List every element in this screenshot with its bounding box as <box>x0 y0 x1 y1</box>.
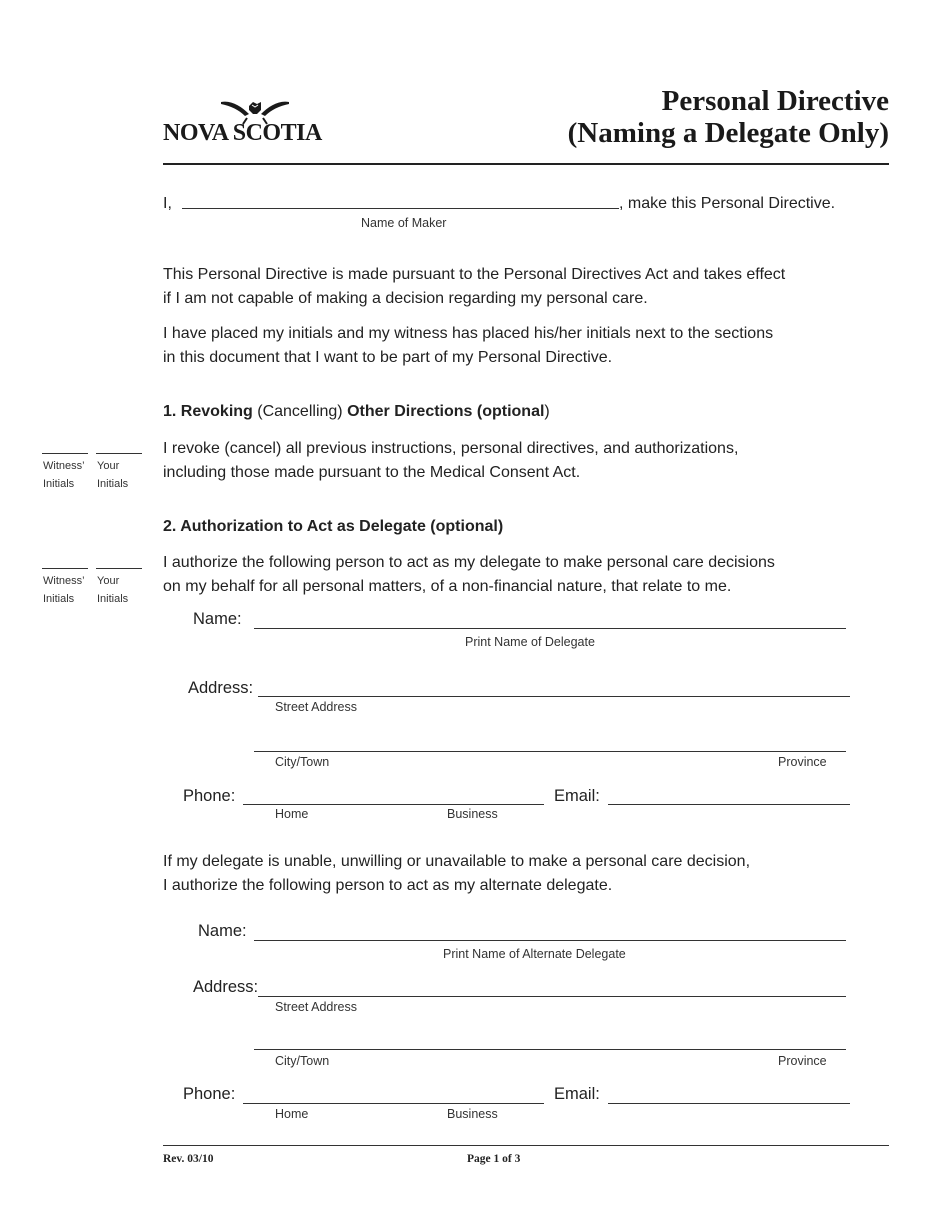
maker-caption: Name of Maker <box>361 216 447 230</box>
alternate-email-field[interactable] <box>608 1103 850 1104</box>
maker-prefix: I, <box>163 195 172 212</box>
alternate-address-label: Address: <box>193 978 259 996</box>
section2-line2: on my behalf for all personal matters, of a non-financial nature, that relate to me. <box>163 578 732 595</box>
footer-revision: Rev. 03/10 <box>163 1153 214 1165</box>
section2-your-initials-field[interactable] <box>96 568 142 569</box>
footer-page-number: Page 1 of 3 <box>467 1153 521 1165</box>
delegate-address-label: Address: <box>188 679 254 697</box>
logo-text: NOVA SCOTIA <box>163 120 322 146</box>
document-subtitle: (Naming a Delegate Only) <box>567 117 889 149</box>
delegate-street-caption: Street Address <box>275 700 357 714</box>
delegate-business-caption: Business <box>447 807 498 821</box>
footer-divider <box>163 1145 889 1146</box>
alternate-phone-label: Phone: <box>183 1085 236 1103</box>
intro-para2-line1: I have placed my initials and my witness has placed his/her initials next to the sections <box>163 325 774 342</box>
alternate-name-label: Name: <box>198 922 247 940</box>
alternate-home-caption: Home <box>275 1107 309 1121</box>
section2-your-label: Your Initials <box>97 575 129 605</box>
section2-witness-label: Witness’ Initials <box>43 575 85 605</box>
section1-heading: 1. Revoking (Cancelling) Other Directions (optional) <box>163 403 550 420</box>
intro-para2-line2: in this document that I want to be part of my Personal Directive. <box>163 349 613 366</box>
delegate-email-label: Email: <box>554 787 600 805</box>
alternate-city-field[interactable] <box>254 1049 846 1050</box>
header-divider <box>163 163 889 165</box>
delegate-phone-label: Phone: <box>183 787 236 805</box>
delegate-street-field[interactable] <box>258 696 850 697</box>
alternate-street-caption: Street Address <box>275 1000 357 1014</box>
intro-para1-line1: This Personal Directive is made pursuant to the Personal Directives Act and takes effect <box>163 266 786 283</box>
nova-scotia-logo <box>163 98 343 148</box>
alternate-city-caption: City/Town <box>275 1054 330 1068</box>
intro-para1-line2: if I am not capable of making a decision regarding my personal care. <box>163 290 648 307</box>
delegate-home-caption: Home <box>275 807 309 821</box>
maker-suffix: , make this Personal Directive. <box>619 195 836 212</box>
section1-witness-label: Witness’ Initials <box>43 460 85 490</box>
alternate-name-field[interactable] <box>254 940 846 941</box>
alternate-name-caption: Print Name of Alternate Delegate <box>443 947 626 961</box>
delegate-email-field[interactable] <box>608 804 850 805</box>
alternate-intro-line2: I authorize the following person to act as my alternate delegate. <box>163 877 613 894</box>
alternate-province-caption: Province <box>778 1054 827 1068</box>
section1-line2: including those made pursuant to the Medical Consent Act. <box>163 464 581 481</box>
alternate-email-label: Email: <box>554 1085 600 1103</box>
document-title: Personal Directive <box>661 85 889 117</box>
alternate-business-caption: Business <box>447 1107 498 1121</box>
delegate-name-label: Name: <box>193 610 242 628</box>
section2-line1: I authorize the following person to act as my delegate to make personal care decisions <box>163 554 775 571</box>
section1-line1: I revoke (cancel) all previous instructions, personal directives, and authorizations, <box>163 440 739 457</box>
alternate-intro-line1: If my delegate is unable, unwilling or unavailable to make a personal care decision, <box>163 853 751 870</box>
alternate-street-field[interactable] <box>258 996 846 997</box>
delegate-name-field[interactable] <box>254 628 846 629</box>
section1-witness-initials-field[interactable] <box>42 453 88 454</box>
delegate-province-caption: Province <box>778 755 827 769</box>
delegate-phone-field[interactable] <box>243 804 544 805</box>
section1-your-initials-field[interactable] <box>96 453 142 454</box>
delegate-city-caption: City/Town <box>275 755 330 769</box>
section1-your-label: Your Initials <box>97 460 129 490</box>
maker-name-field[interactable] <box>182 208 619 209</box>
delegate-city-field[interactable] <box>254 751 846 752</box>
alternate-phone-field[interactable] <box>243 1103 544 1104</box>
section2-heading: 2. Authorization to Act as Delegate (optional) <box>163 518 504 535</box>
delegate-name-caption: Print Name of Delegate <box>465 635 595 649</box>
section2-witness-initials-field[interactable] <box>42 568 88 569</box>
